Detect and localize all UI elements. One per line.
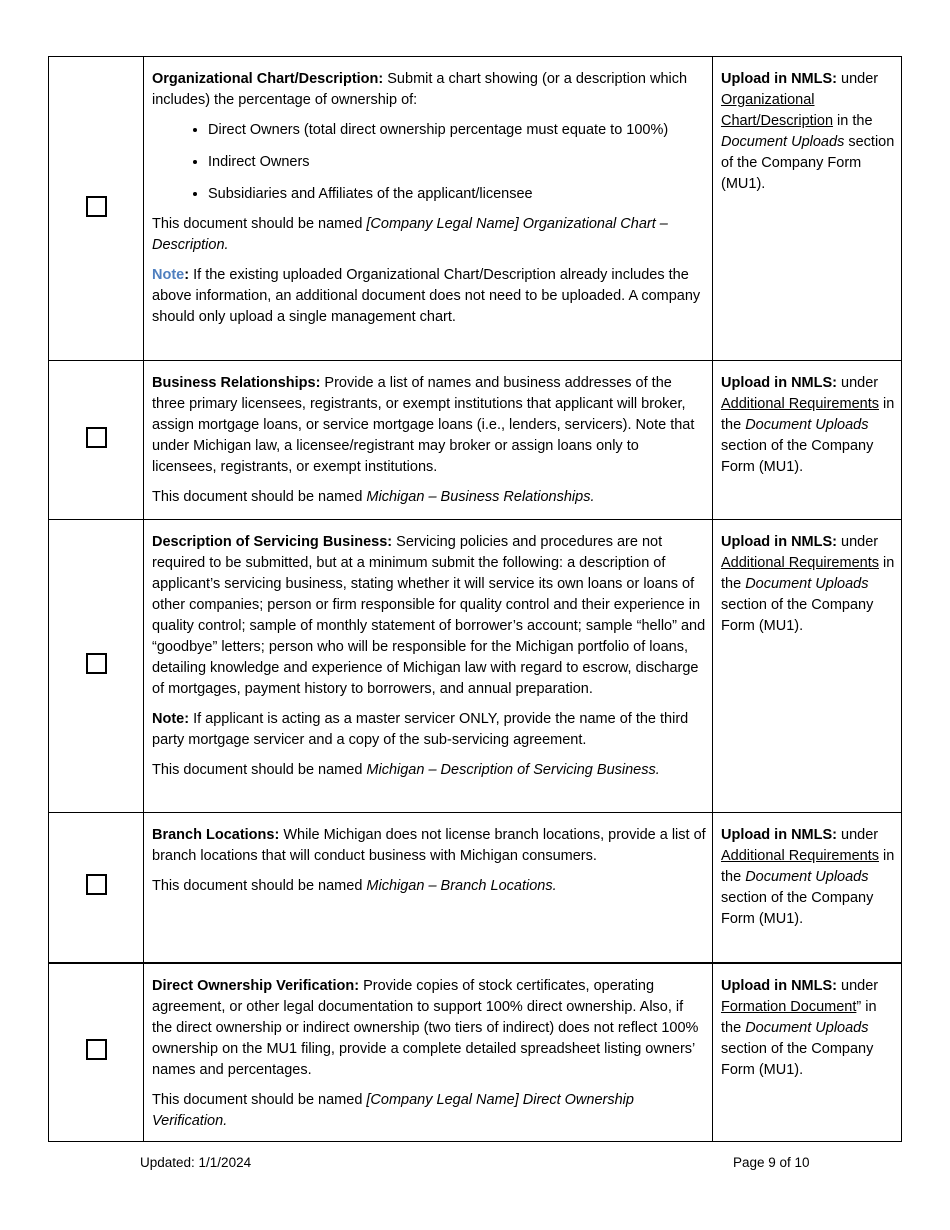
requirement-description	[144, 813, 713, 963]
doc-name-prefix: This document should be named	[152, 762, 367, 778]
upload-text: under	[837, 977, 879, 994]
doc-name-prefix: This document should be named	[152, 216, 367, 232]
table-row	[49, 813, 902, 963]
list-item: • Direct Owners (total direct ownership percentage must equate to 100%)	[208, 120, 706, 141]
upload-link-formation-document[interactable]: Formation Document	[721, 998, 857, 1015]
upload-text: under	[837, 827, 879, 843]
document-uploads-label: Document Uploads	[745, 869, 869, 885]
ownership-list	[152, 120, 706, 205]
list-item: • Subsidiaries and Affiliates of the applicant/licensee	[208, 184, 706, 205]
upload-text: section of the Company Form (MU1).	[721, 1040, 874, 1078]
document-uploads-label: Document Uploads	[745, 576, 869, 592]
checkbox-org-chart[interactable]	[86, 196, 107, 217]
requirement-body: While Michigan does not license branch locations, provide a list of branch locations that will conduct business with Michigan consumers.	[152, 827, 706, 864]
upload-text: in the	[833, 113, 873, 129]
upload-link-additional-requirements[interactable]: Additional Requirements	[721, 848, 879, 864]
doc-name-prefix: This document should be named	[152, 878, 367, 894]
upload-text: section of the Company Form (MU1).	[721, 890, 874, 927]
upload-text: under	[837, 534, 879, 550]
upload-text: under	[837, 375, 879, 391]
checkbox-servicing-business[interactable]	[86, 653, 107, 674]
document-uploads-label: Document Uploads	[745, 417, 869, 433]
requirement-description	[144, 520, 713, 813]
upload-text: in the	[721, 396, 895, 433]
requirement-title: Direct Ownership Verification:	[152, 977, 360, 994]
requirement-title: Organizational Chart/Description:	[152, 71, 384, 87]
table-row	[49, 520, 902, 813]
checkbox-cell	[49, 813, 144, 963]
table-row	[49, 361, 902, 520]
upload-label: Upload in NMLS:	[721, 977, 837, 994]
doc-name: Michigan – Business Relationships.	[366, 489, 595, 505]
requirements-table	[48, 56, 902, 1142]
requirement-body: Provide copies of stock certificates, operating agreement, or other legal documentation to support 100% direct ownership. Also, if the direct ownership or indirect ownership (two tiers of indirect) does not reflect 100% ownership on the MU1 filing, provide a complete detailed spreadsheet listing owners’ names and percentages.	[152, 977, 699, 1078]
doc-name: Michigan – Description of Servicing Business.	[366, 762, 660, 778]
upload-location	[713, 520, 902, 813]
table-row	[49, 57, 902, 361]
doc-name-prefix: This document should be named	[152, 489, 367, 505]
upload-location	[713, 361, 902, 520]
footer-updated-date: Updated: 1/1/2024	[140, 1155, 252, 1170]
table-row	[49, 963, 902, 1142]
checkbox-cell	[49, 520, 144, 813]
checkbox-business-relationships[interactable]	[86, 427, 107, 448]
doc-name-prefix: This document should be named	[152, 1091, 367, 1108]
upload-link-additional-requirements[interactable]: Additional Requirements	[721, 555, 879, 571]
upload-text: in the	[721, 555, 895, 592]
document-uploads-label: Document Uploads	[745, 1019, 869, 1036]
upload-label: Upload in NMLS:	[721, 71, 837, 87]
note-label: Note	[152, 267, 185, 283]
upload-label: Upload in NMLS:	[721, 827, 837, 843]
upload-link-org-chart[interactable]: Organizational Chart/Description	[721, 92, 834, 129]
doc-name: [Company Legal Name] Direct Ownership Verification.	[152, 1091, 634, 1129]
upload-text: in the	[721, 998, 877, 1036]
requirement-description	[144, 963, 713, 1142]
upload-location	[713, 963, 902, 1142]
note-text: If the existing uploaded Organizational Chart/Description already includes the above information, an additional document does not need to be uploaded. A company should only upload a single management chart.	[152, 267, 701, 325]
upload-location	[713, 813, 902, 963]
upload-link-additional-requirements[interactable]: Additional Requirements	[721, 396, 879, 412]
checkbox-cell	[49, 361, 144, 520]
note-text: If applicant is acting as a master servicer ONLY, provide the name of the third party mortgage servicer and a copy of the sub-servicing agreement.	[152, 711, 689, 748]
requirement-intro: Submit a chart showing (or a description which includes) the percentage of ownership of:	[152, 71, 688, 108]
requirement-title: Business Relationships:	[152, 375, 321, 391]
note-label: Note:	[152, 711, 190, 727]
requirement-description	[144, 57, 713, 361]
upload-location	[713, 57, 902, 361]
requirement-body: Servicing policies and procedures are not required to be submitted, but at a minimum submit the following: a description of applicant’s servicing business, stating whether it will service its own loans or loans of other companies; person or firm responsible for quality control and their experience in quality control; sample of monthly statement of borrower’s account; sample “hello” and “goodbye” letters; person who will be responsible for the Michigan portfolio of loans, detailing knowledge and experience of Michigan law with regard to escrow, discharge of mortgages, payment history to borrowers, and annual preparation.	[152, 534, 706, 697]
upload-text: under	[837, 71, 879, 87]
note-colon: :	[184, 267, 190, 283]
doc-name: Michigan – Branch Locations.	[366, 878, 557, 894]
upload-label: Upload in NMLS:	[721, 375, 837, 391]
list-item: • Indirect Owners	[208, 152, 706, 173]
upload-text: section of the Company Form (MU1).	[721, 597, 874, 634]
requirement-title: Description of Servicing Business:	[152, 534, 393, 550]
upload-text: in the	[721, 848, 895, 885]
requirement-title: Branch Locations:	[152, 827, 280, 843]
footer-page-number: Page 9 of 10	[733, 1155, 810, 1170]
upload-text: section of the Company Form (MU1).	[721, 134, 895, 192]
checkbox-cell	[49, 57, 144, 361]
requirement-body: Provide a list of names and business addresses of the three primary licensees, registrants, or exempt institutions that applicant will broker, assign mortgage loans, or service mortgage loans (i.e., lenders, servicers). Note that under Michigan law, a licensee/registrant may broker or assign loans only to licensees, registrants, or exempt institutions.	[152, 375, 695, 475]
checkbox-cell	[49, 963, 144, 1142]
upload-label: Upload in NMLS:	[721, 534, 837, 550]
closing-quote: ”	[856, 998, 862, 1015]
document-uploads-label: Document Uploads	[721, 134, 845, 150]
doc-name: [Company Legal Name] Organizational Chart – Description.	[152, 216, 668, 253]
upload-text: section of the Company Form (MU1).	[721, 438, 874, 475]
checkbox-direct-ownership[interactable]	[86, 1039, 107, 1060]
requirement-description	[144, 361, 713, 520]
checkbox-branch-locations[interactable]	[86, 874, 107, 895]
